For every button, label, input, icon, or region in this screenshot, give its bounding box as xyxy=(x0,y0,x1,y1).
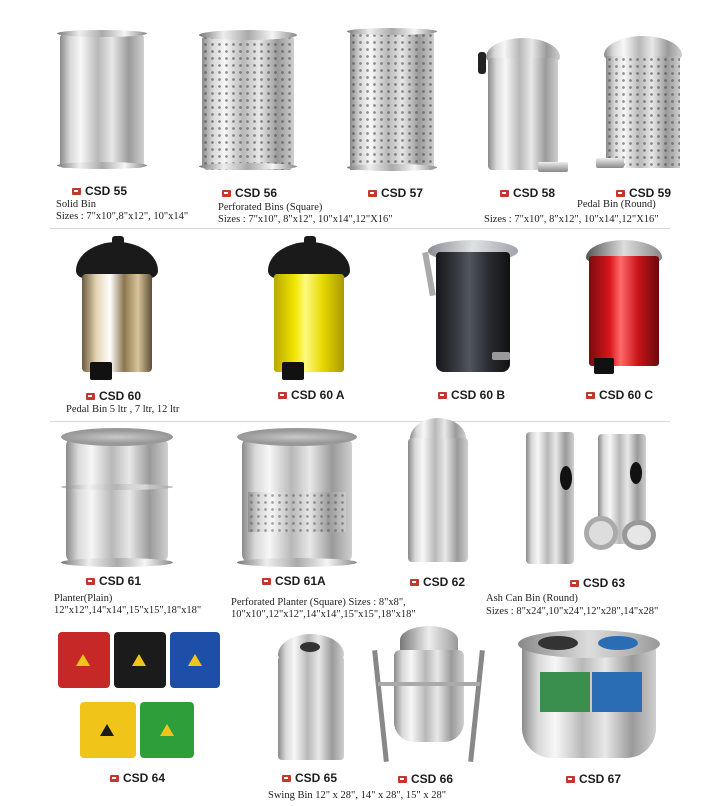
product-image-csd58 xyxy=(482,38,564,176)
product-image-csd57 xyxy=(350,28,434,172)
code-marker-icon xyxy=(616,190,625,197)
code-marker-icon xyxy=(282,775,291,782)
product-sizes: 12"x12",14"x14",15"x15",18"x18" xyxy=(54,605,202,616)
product-image-csd61a xyxy=(240,428,354,568)
product-code: CSD 55 xyxy=(72,184,127,198)
row-divider xyxy=(50,421,670,422)
product-image-csd60c xyxy=(586,240,662,378)
code-marker-icon xyxy=(586,392,595,399)
product-code: CSD 60 B xyxy=(438,388,505,402)
product-image-csd56 xyxy=(202,30,294,172)
product-name: Planter(Plain) xyxy=(54,593,113,604)
code-marker-icon xyxy=(278,392,287,399)
code-marker-icon xyxy=(110,775,119,782)
product-name: Solid Bin xyxy=(56,199,96,210)
product-code: CSD 66 xyxy=(398,772,453,786)
product-code: CSD 60 A xyxy=(278,388,345,402)
product-code: CSD 61 xyxy=(86,574,141,588)
product-sizes: Pedal Bin 5 ltr , 7 ltr, 12 ltr xyxy=(66,404,180,415)
product-code: CSD 67 xyxy=(566,772,621,786)
code-marker-icon xyxy=(570,580,579,587)
product-image-csd59 xyxy=(600,36,686,176)
code-marker-icon xyxy=(398,776,407,783)
product-sizes: 10"x10",12"x12",14"x14",15"x15",18"x18" xyxy=(231,609,416,620)
product-sizes: Sizes : 8"x24",10"x24",12"x28",14"x28" xyxy=(486,606,659,617)
product-sizes: Sizes : 7"x10", 8"x12", 10"x14",12"X16" xyxy=(218,214,393,225)
product-image-csd62 xyxy=(406,418,470,564)
product-image-csd64 xyxy=(54,630,220,760)
product-sizes: Swing Bin 12" x 28", 14" x 28", 15" x 28" xyxy=(268,790,446,801)
code-marker-icon xyxy=(86,393,95,400)
product-code: CSD 65 xyxy=(282,771,337,785)
code-marker-icon xyxy=(262,578,271,585)
product-code: CSD 62 xyxy=(410,575,465,589)
product-image-csd67 xyxy=(518,630,660,764)
product-code: CSD 61A xyxy=(262,574,326,588)
product-code: CSD 58 xyxy=(500,186,555,200)
code-marker-icon xyxy=(438,392,447,399)
product-code: CSD 63 xyxy=(570,576,625,590)
product-image-csd65 xyxy=(276,634,346,762)
product-image-csd61 xyxy=(64,428,170,568)
code-marker-icon xyxy=(222,190,231,197)
product-code: CSD 64 xyxy=(110,771,165,785)
product-image-csd60a xyxy=(268,236,350,382)
product-image-csd60b xyxy=(428,240,518,376)
product-code: CSD 59 xyxy=(616,186,671,200)
code-marker-icon xyxy=(410,579,419,586)
product-image-csd66 xyxy=(378,626,480,766)
code-marker-icon xyxy=(86,578,95,585)
product-code: CSD 60 xyxy=(86,389,141,403)
product-name: Perforated Planter (Square) Sizes : 8"x8", xyxy=(231,597,406,608)
product-code: CSD 57 xyxy=(368,186,423,200)
code-marker-icon xyxy=(566,776,575,783)
product-sizes: Sizes : 7"x10",8"x12", 10"x14" xyxy=(56,211,189,222)
product-image-csd60 xyxy=(76,236,158,382)
product-name: Perforated Bins (Square) xyxy=(218,202,323,213)
code-marker-icon xyxy=(368,190,377,197)
code-marker-icon xyxy=(72,188,81,195)
product-code: CSD 56 xyxy=(222,186,277,200)
product-image-csd55 xyxy=(60,30,144,170)
product-sizes: Sizes : 7"x10", 8"x12", 10"x14",12"X16" xyxy=(484,214,659,225)
code-marker-icon xyxy=(500,190,509,197)
product-name: Pedal Bin (Round) xyxy=(577,199,656,210)
product-name: Ash Can Bin (Round) xyxy=(486,593,578,604)
product-image-csd63 xyxy=(526,432,662,568)
row-divider xyxy=(50,228,670,229)
product-code: CSD 60 C xyxy=(586,388,653,402)
